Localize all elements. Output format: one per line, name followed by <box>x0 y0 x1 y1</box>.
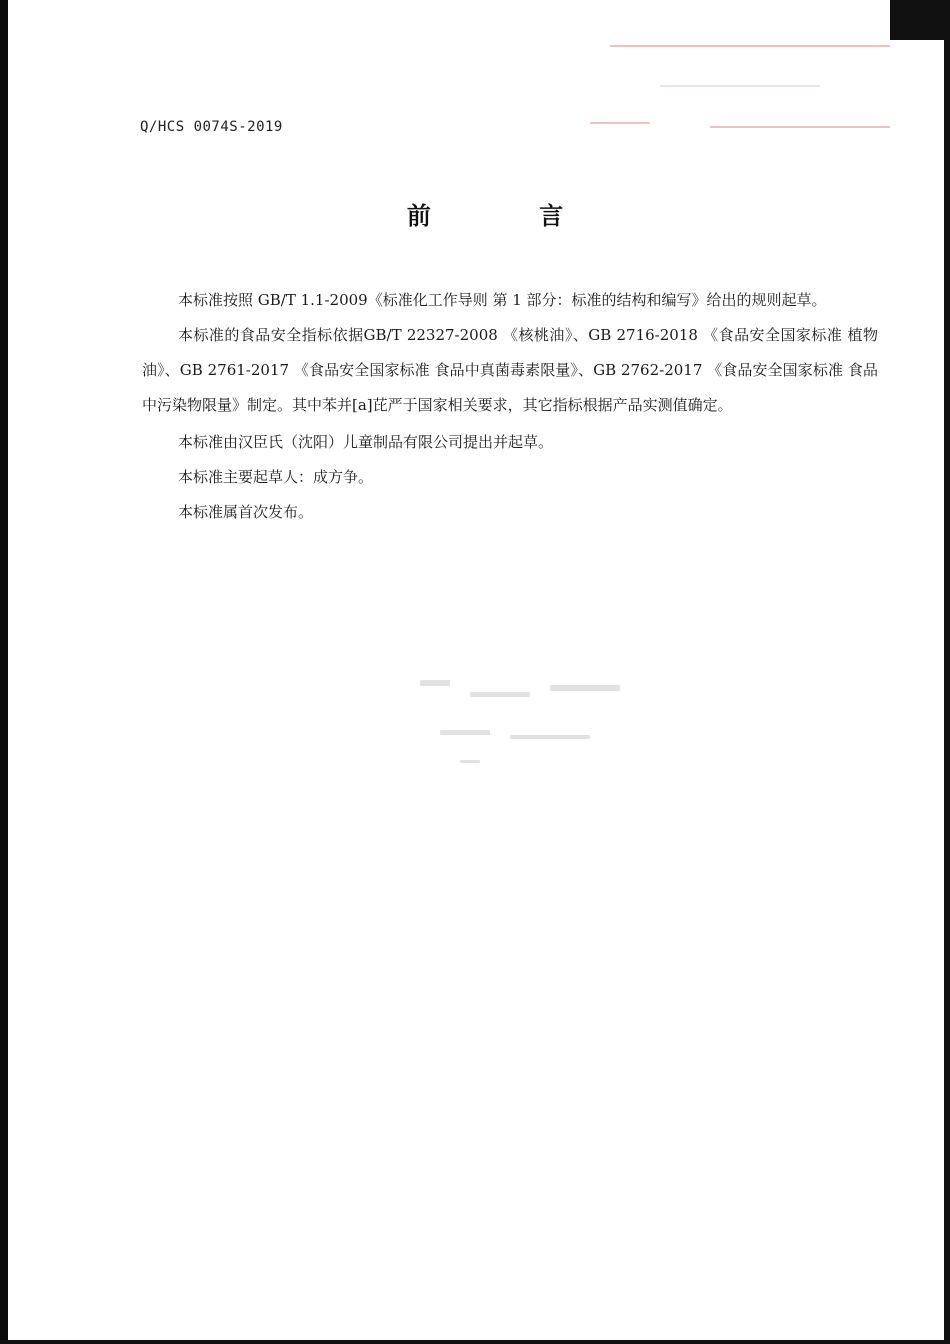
stamp-smudge <box>590 40 900 135</box>
foreword-paragraph: 本标准的食品安全指标依据GB/T 22327-2008 《核桃油》、GB 2716-2018 《食品安全国家标准 植物油》、GB 2761-2017 《食品安全国家标准 食品中真菌毒素限量》、GB 2762-2017 《食品安全国家标准 食品中污染物限量》制定。其中苯并[a]芘严于国家相关要求，其它指标根据产品实测值确定。 <box>142 326 878 414</box>
document-code: Q/HCS 0074S-2019 <box>140 119 283 135</box>
foreword-paragraph: 本标准由汉臣氏（沈阳）儿童制品有限公司提出并起草。 <box>178 433 554 451</box>
foreword-paragraph: 本标准属首次发布。 <box>178 503 314 521</box>
scan-edge-bottom <box>0 1340 950 1344</box>
foreword-paragraph: 本标准按照 GB/T 1.1-2009《标准化工作导则 第 1 部分：标准的结构和编写》给出的规则起草。 <box>178 291 827 309</box>
faint-seal-mark <box>400 640 650 765</box>
scan-corner <box>890 0 950 40</box>
page-title: 前 言 <box>406 202 614 230</box>
foreword-paragraph: 本标准主要起草人：成方争。 <box>178 468 374 486</box>
foreword-body <box>142 283 878 530</box>
